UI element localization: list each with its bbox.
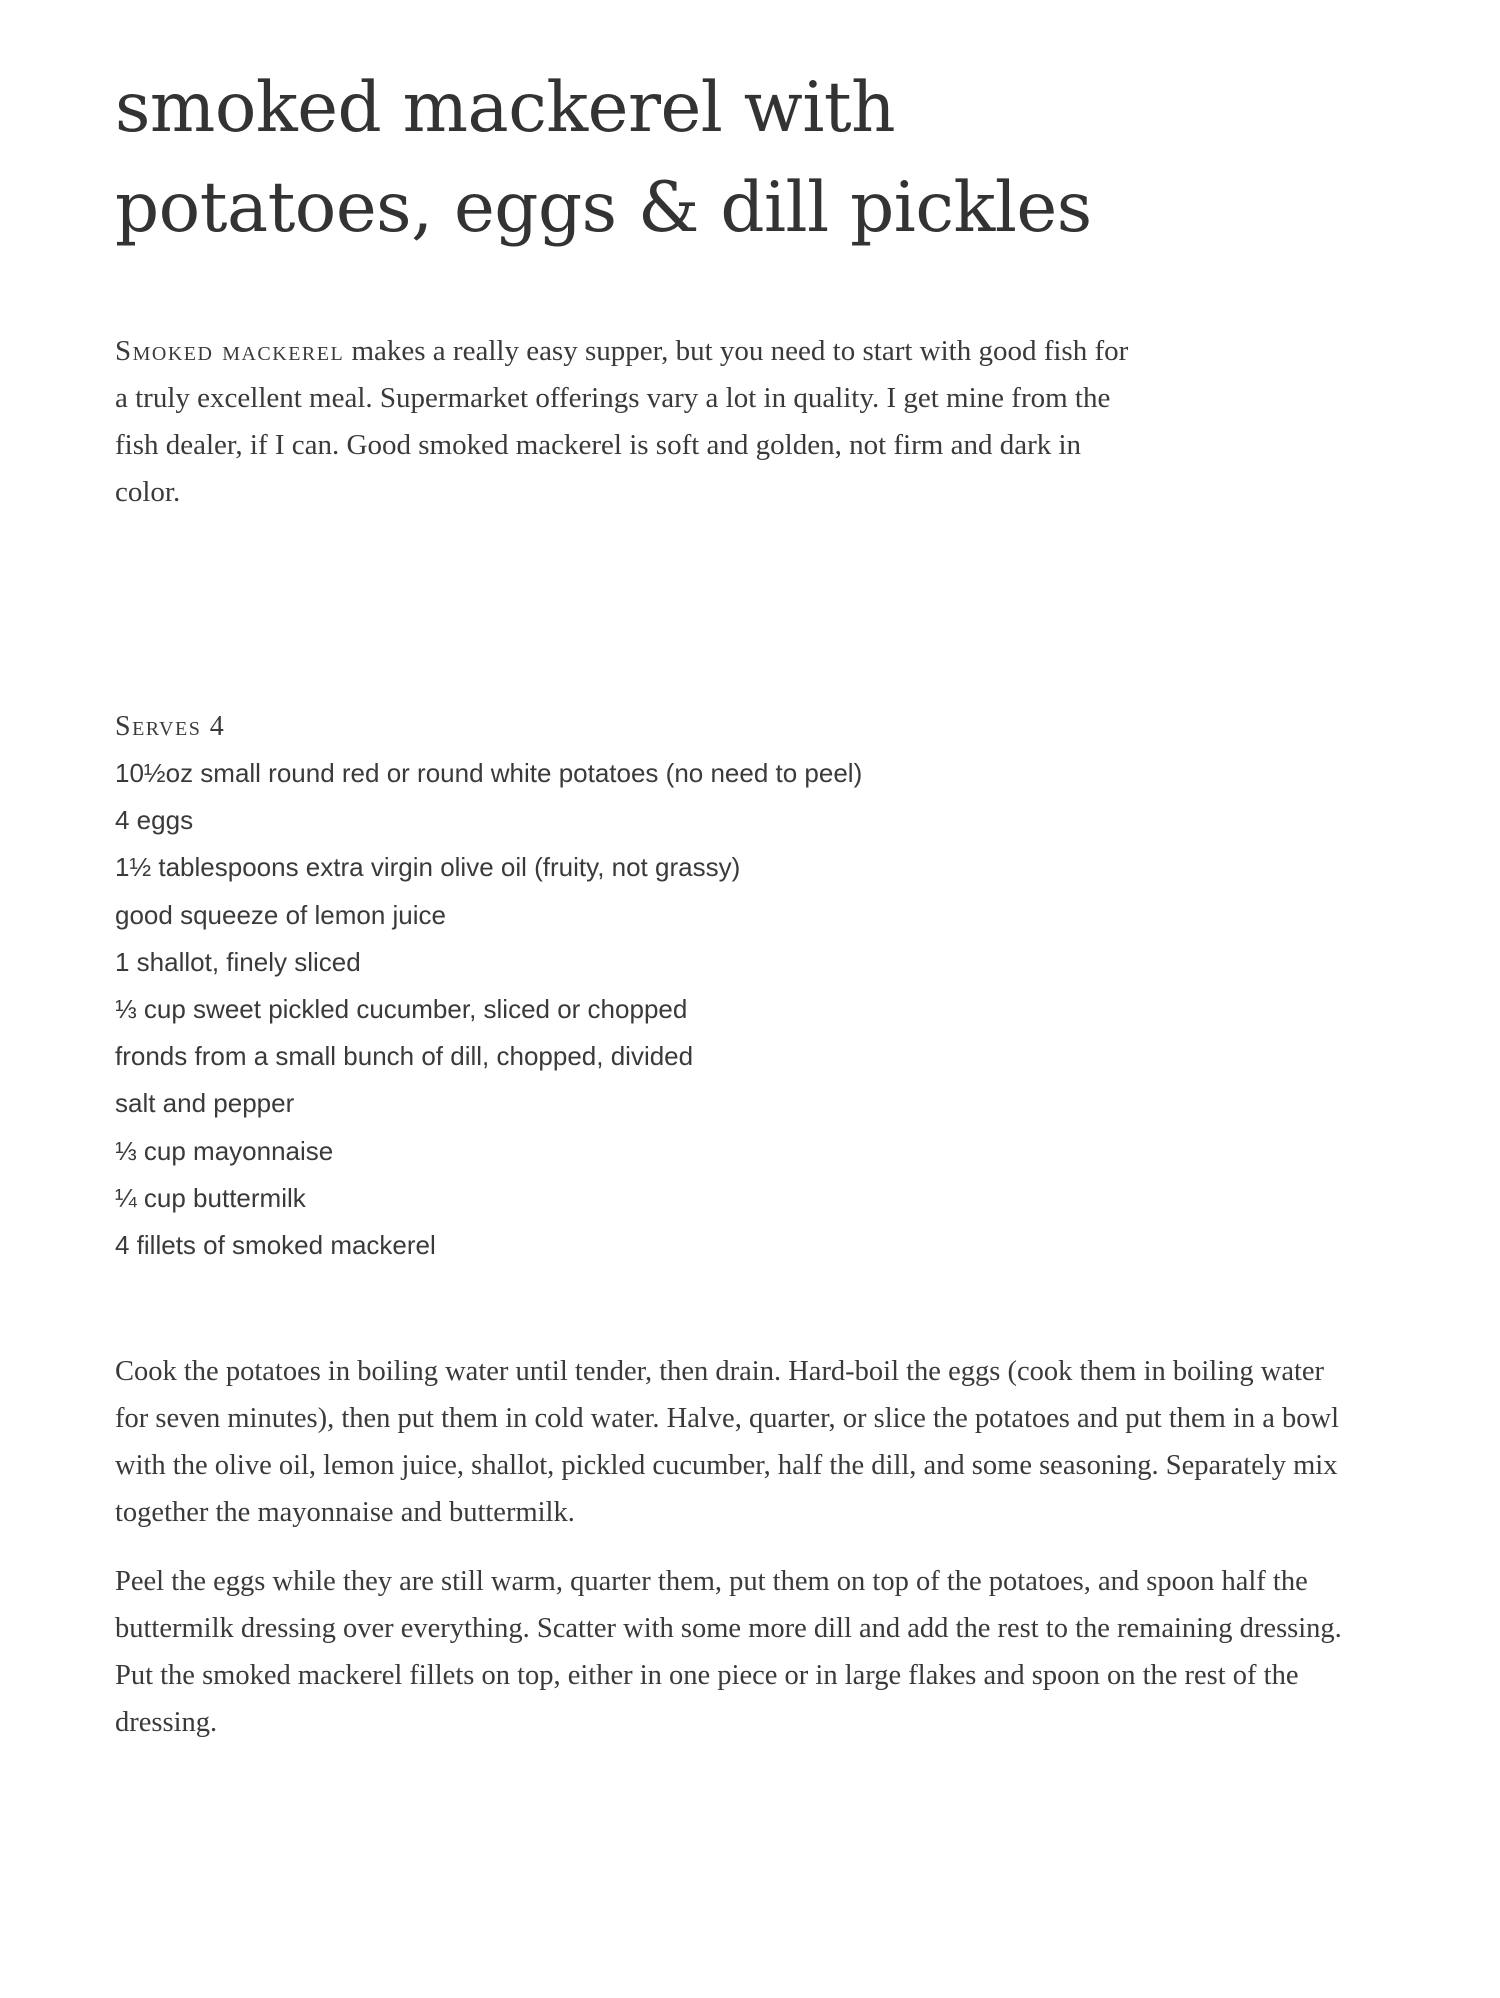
method-section bbox=[115, 1348, 1355, 1768]
serves-label: Serves 4 bbox=[115, 711, 226, 742]
intro-paragraph bbox=[115, 328, 1135, 516]
ingredient-item: 4 fillets of smoked mackerel bbox=[115, 1230, 436, 1261]
method-paragraph: Peel the eggs while they are still warm, quarter them, put them on top of the potatoes, and spoon half the buttermilk dressing over everything. Scatter with some more dill and add the rest to the remaining dressing. Put the smoked mackerel fillets on top, either in one piece or in large flakes and spoon on the rest of the dressing. bbox=[115, 1566, 1342, 1738]
ingredient-item: good squeeze of lemon juice bbox=[115, 899, 447, 930]
ingredient-list bbox=[115, 750, 1115, 1269]
ingredient-item: ⅓ cup mayonnaise bbox=[115, 1135, 334, 1166]
ingredient-item: 4 eggs bbox=[115, 805, 194, 836]
ingredient-item: 1½ tablespoons extra virgin olive oil (fruity, not grassy) bbox=[115, 852, 741, 883]
recipe-title bbox=[115, 58, 1215, 258]
recipe-title-line-1: smoked mackerel with bbox=[115, 68, 896, 148]
ingredient-item: 1 shallot, finely sliced bbox=[115, 946, 361, 977]
ingredient-item: ⅓ cup sweet pickled cucumber, sliced or chopped bbox=[115, 994, 688, 1025]
method-paragraph: Cook the potatoes in boiling water until tender, then drain. Hard-boil the eggs (cook them in boiling water for seven minutes), then put them in cold water. Halve, quarter, or slice the potatoes and put them in a bowl with the olive oil, lemon juice, shallot, pickled cucumber, half the dill, and some seasoning. Separately mix together the mayonnaise and buttermilk. bbox=[115, 1356, 1340, 1528]
ingredient-item: 10½oz small round red or round white potatoes (no need to peel) bbox=[115, 758, 863, 788]
recipe-title-line-2: potatoes, eggs & dill pickles bbox=[115, 168, 1092, 248]
ingredients-section bbox=[115, 703, 1115, 1269]
ingredient-item: fronds from a small bunch of dill, chopped, divided bbox=[115, 1041, 694, 1072]
ingredient-item: salt and pepper bbox=[115, 1088, 295, 1119]
ingredient-item: ¼ cup buttermilk bbox=[115, 1182, 306, 1213]
intro-lead: Smoked mackerel bbox=[115, 335, 345, 367]
intro-text: makes a really easy supper, but you need to start with good fish for a truly excellent meal. Supermarket offerings vary a lot in quality. I get mine from the fish dealer, if I can. Good smoked mackerel is soft and golden, not firm and dark in color. bbox=[115, 335, 1129, 508]
